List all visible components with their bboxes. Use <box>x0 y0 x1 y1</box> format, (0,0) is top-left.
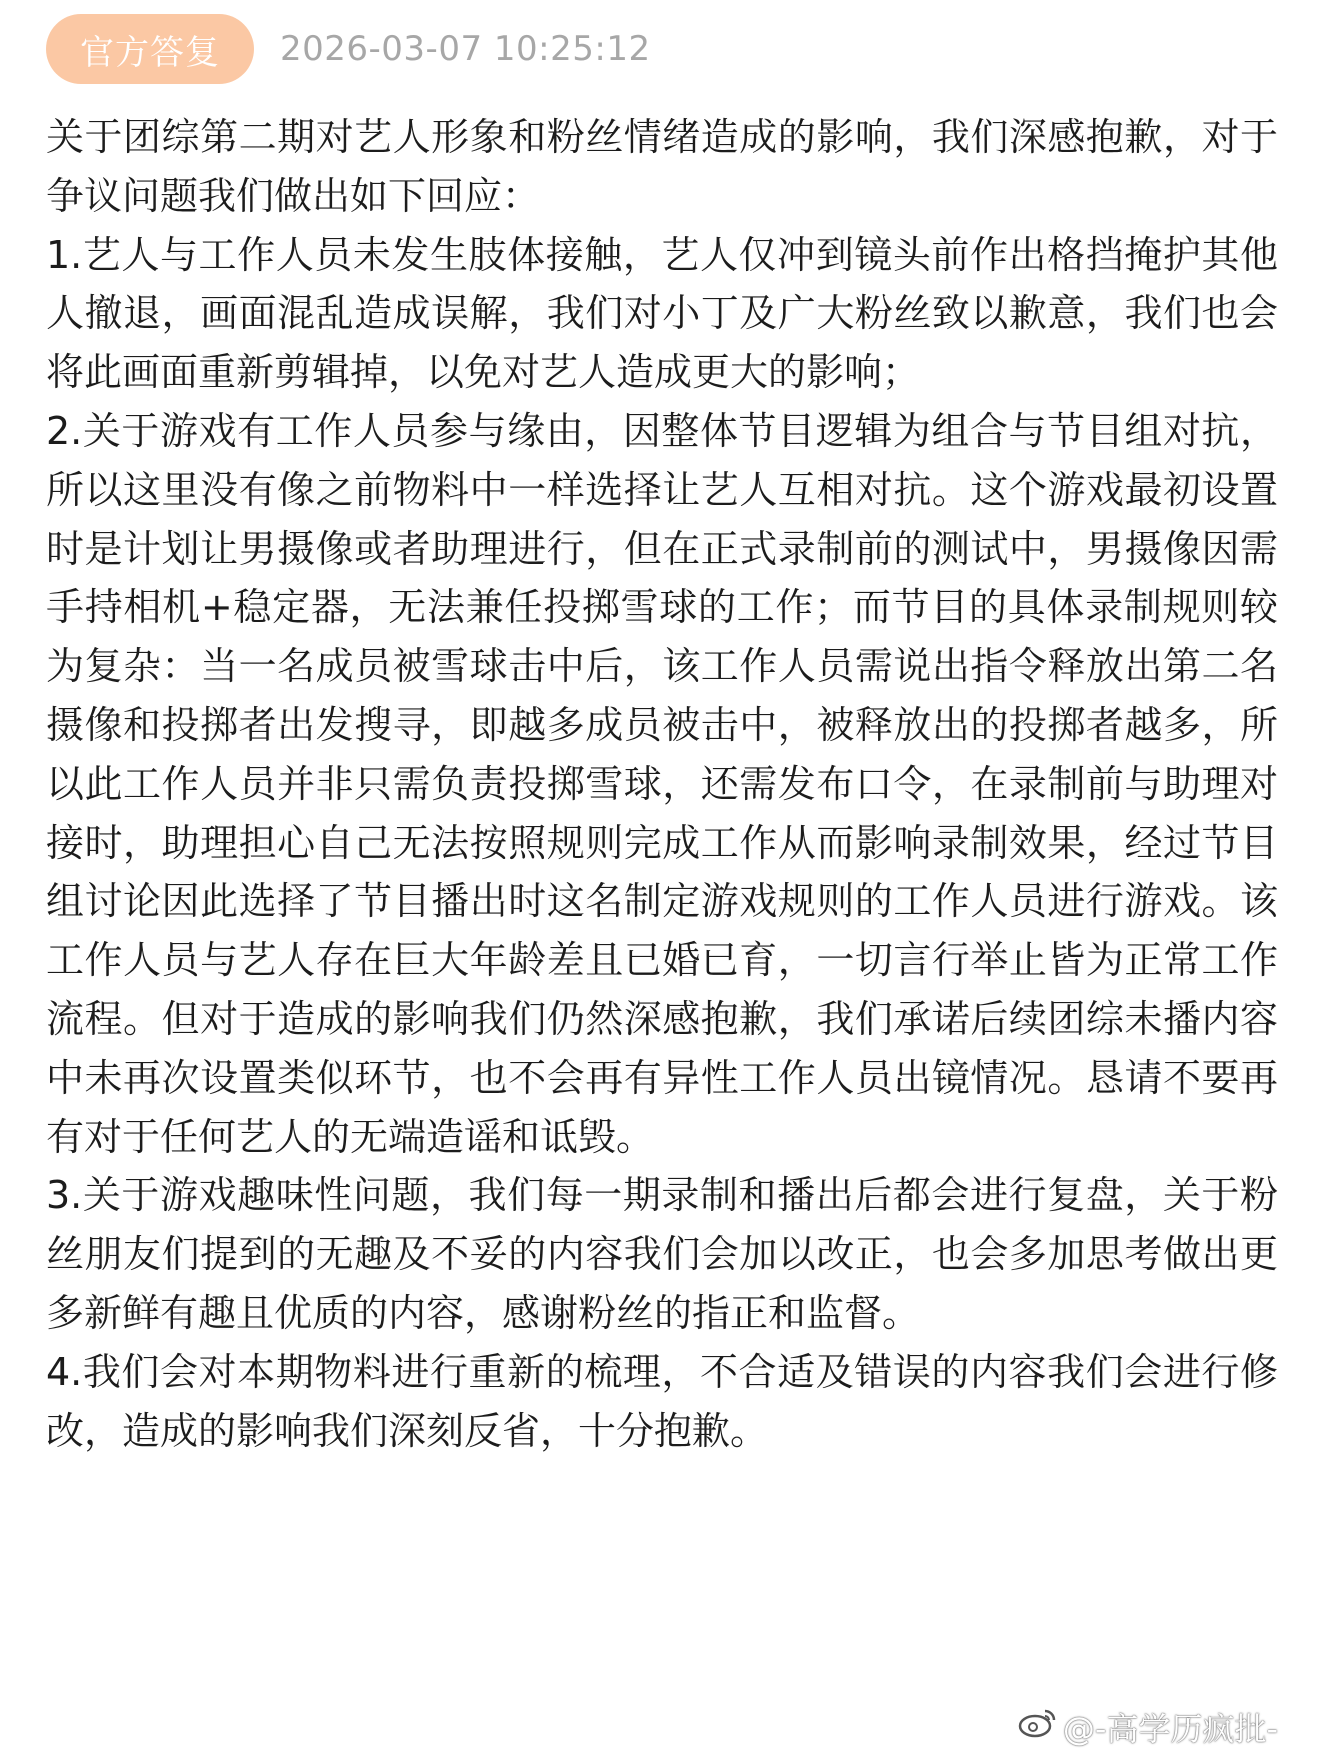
reply-paragraph-4: 4.我们会对本期物料进行重新的梳理，不合适及错误的内容我们会进行修改，造成的影响我们深刻反省，十分抱歉。 <box>46 1349 1278 1453</box>
weibo-logo-icon <box>1017 1707 1063 1747</box>
official-reply-badge: 官方答复 <box>46 14 254 84</box>
reply-paragraph-2: 2.关于游戏有工作人员参与缘由，因整体节目逻辑为组合与节目组对抗，所以这里没有像之前物料中一样选择让艺人互相对抗。这个游戏最初设置时是计划让男摄像或者助理进行，但在正式录制前的测试中，男摄像因需手持相机+稳定器，无法兼任投掷雪球的工作；而节目的具体录制规则较为复杂：当一名成员被雪球击中后，该工作人员需说出指令释放出第二名摄像和投掷者出发搜寻，即越多成员被击中，被释放出的投掷者越多，所以此工作人员并非只需负责投掷雪球，还需发布口令，在录制前与助理对接时，助理担心自己无法按照规则完成工作从而影响录制效果，经过节目组讨论因此选择了节目播出时这名制定游戏规则的工作人员进行游戏。该工作人员与艺人存在巨大年龄差且已婚已育，一切言行举止皆为正常工作流程。但对于造成的影响我们仍然深感抱歉，我们承诺后续团综未播内容中未再次设置类似环节，也不会再有异性工作人员出镜情况。恳请不要再有对于任何艺人的无端造谣和诋毁。 <box>46 408 1278 1159</box>
reply-timestamp: 2026-03-07 10:25:12 <box>280 29 651 69</box>
reply-header <box>46 14 651 84</box>
reply-paragraph-1: 1.艺人与工作人员未发生肢体接触，艺人仅冲到镜头前作出格挡掩护其他人撤退，画面混乱造成误解，我们对小丁及广大粉丝致以歉意，我们也会将此画面重新剪辑掉，以免对艺人造成更大的影响； <box>46 232 1278 395</box>
watermark-text: @-高学历疯批- <box>1062 1710 1278 1748</box>
reply-body <box>46 108 1278 1460</box>
reply-paragraph-3: 3.关于游戏趣味性问题，我们每一期录制和播出后都会进行复盘，关于粉丝朋友们提到的无趣及不妥的内容我们会加以改正，也会多加思考做出更多新鲜有趣且优质的内容，感谢粉丝的指正和监督。 <box>46 1173 1278 1335</box>
watermark <box>1017 1704 1278 1750</box>
reply-paragraph-intro: 关于团综第二期对艺人形象和粉丝情绪造成的影响，我们深感抱歉，对于争议问题我们做出如下回应： <box>46 115 1278 218</box>
